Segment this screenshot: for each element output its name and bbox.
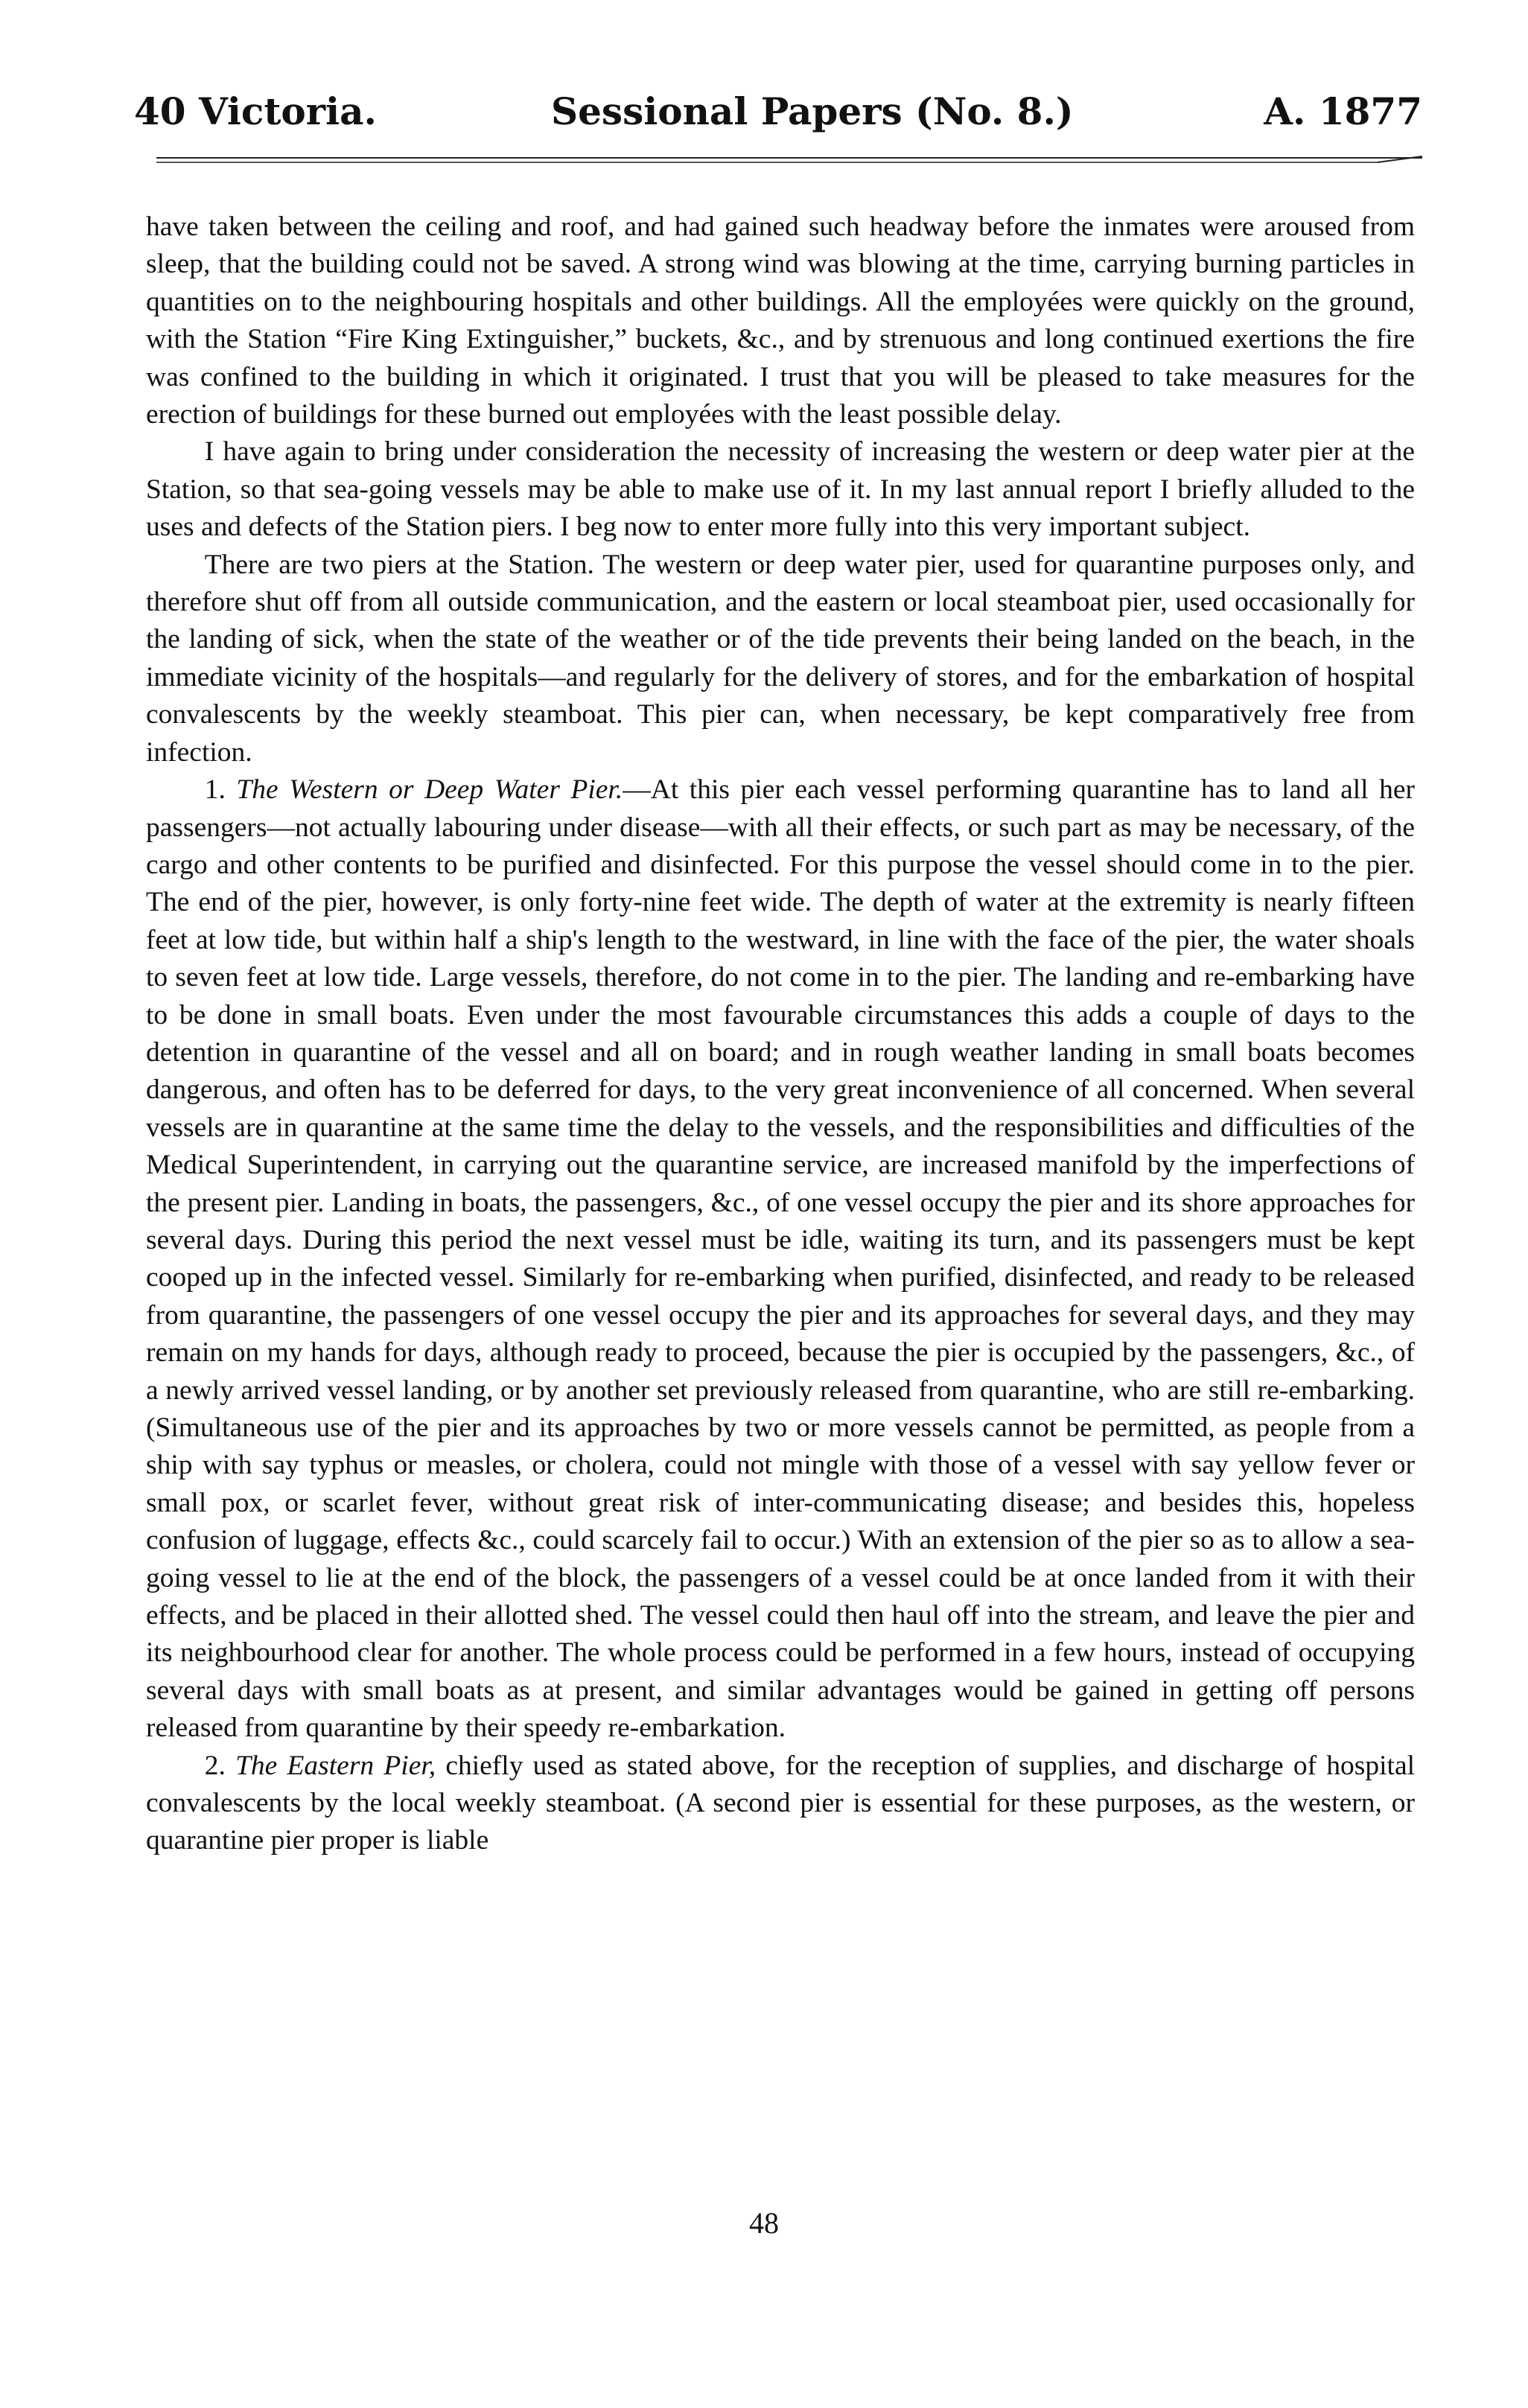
header-volume: 40 Victoria.: [134, 89, 377, 133]
header-title: Sessional Papers (No. 8.): [551, 89, 1074, 133]
running-header: [134, 89, 1422, 141]
section-number: 1.: [204, 774, 237, 806]
header-year: A. 1877: [1264, 89, 1422, 133]
section-heading: The Western or Deep Water Pier.: [236, 774, 623, 806]
section-number: 2.: [204, 1750, 236, 1781]
paragraph-text: —At this pier each vessel performing quarantine has to land all her passengers—not actually labouring under disease—with all their effects, or such part as may be necessary, of the cargo and other contents to be purified and disinfected. For this purpose the vessel should come in to the pier. The end of the pier, however, is only forty-nine feet wide. The depth of water at the extremity is nearly fifteen feet at low tide, but within half a ship's length to the westward, in line with the face of the pier, the water shoals to seven feet at low tide. Large vessels, therefore, do not come in to the pier. The landing and re-embarking have to be done in small boats. Even under the most favourable circumstances this adds a couple of days to the detention in quarantine of the vessel and all on board; and in rough weather landing in small boats becomes dangerous, and often has to be deferred for days, to the very great inconvenience of all concerned. When several vessels are in quarantine at the same time the delay to the vessels, and the responsibilities and difficulties of the Medical Superintendent, in carrying out the quarantine service, are increased manifold by the imperfections of the present pier. Landing in boats, the passengers, &c., of one vessel occupy the pier and its shore approaches for several days. During this period the next vessel must be idle, waiting its turn, and its passengers must be kept cooped up in the infected vessel. Similarly for re-embarking when purified, disinfected, and ready to be released from quarantine, the passengers of one vessel occupy the pier and its approaches for several days, and they may remain on my hands for days, although ready to proceed, because the pier is occupied by the passengers, &c., of a newly arrived vessel landing, or by another set previously released from quarantine, who are still re-embarking. (Simultaneous use of the pier and its approaches by two or more vessels cannot be permitted, as people from a ship with say typhus or measles, or cholera, could not mingle with those of a vessel with say yellow fever or small pox, or scarlet fever, without great risk of inter-communicating disease; and besides this, hopeless confusion of luggage, effects &c., could scarcely fail to occur.) With an extension of the pier so as to allow a sea-going vessel to lie at the end of the block, the passengers of a vessel could be at once landed from it with their effects, and be placed in their allotted shed. The vessel could then haul off into the stream, and leave the pier and its neighbourhood clear for another. The whole process could be performed in a few hours, instead of occupying several days with small boats as at present, and similar advantages would be gained in getting off persons released from quarantine by their speedy re-embarkation.: [146, 774, 1415, 1744]
paragraph: [146, 433, 1415, 546]
header-rule: [156, 155, 1422, 165]
paragraph-text: chiefly used as stated above, for the reception of supplies, and discharge of hospital convalescents by the local weekly steamboat. (A second pier is essential for these purposes, as the western, or quarantine pier proper is liable: [146, 1750, 1416, 1856]
paragraph: [146, 1748, 1415, 1860]
paragraph: [146, 208, 1415, 433]
paragraph-text: I have again to bring under consideration the necessity of increasing the western or deep water pier at the Station, so that sea-going vessels may be able to make use of it. In my last annual report I briefly alluded to the uses and defects of the Station piers. I beg now to enter more fully into this very important subject.: [146, 436, 1415, 543]
paragraph: [146, 547, 1415, 771]
page-number: 48: [749, 2206, 779, 2240]
body-text: [146, 208, 1415, 1860]
paragraph-text: have taken between the ceiling and roof, and had gained such headway before the inmates were aroused from sleep, that the building could not be saved. A strong wind was blowing at the time, carrying burning particles in quantities on to the neighbouring hospitals and other buildings. All the employées were quickly on the ground, with the Station “Fire King Extinguisher,” buckets, &c., and by strenuous and long continued exertions the fire was confined to the building in which it originated. I trust that you will be pleased to take measures for the erection of buildings for these burned out employées with the least possible delay.: [146, 211, 1415, 430]
paragraph-text: There are two piers at the Station. The western or deep water pier, used for quarantine purposes only, and therefore shut off from all outside communication, and the eastern or local steamboat pier, used occasionally for the landing of sick, when the state of the weather or of the tide prevents their being landed on the beach, in the immediate vicinity of the hospitals—and regularly for the delivery of stores, and for the embarkation of hospital convalescents by the weekly steamboat. This pier can, when necessary, be kept comparatively free from infection.: [146, 549, 1415, 768]
section-heading: The Eastern Pier,: [235, 1750, 436, 1781]
paragraph: [146, 771, 1415, 1748]
